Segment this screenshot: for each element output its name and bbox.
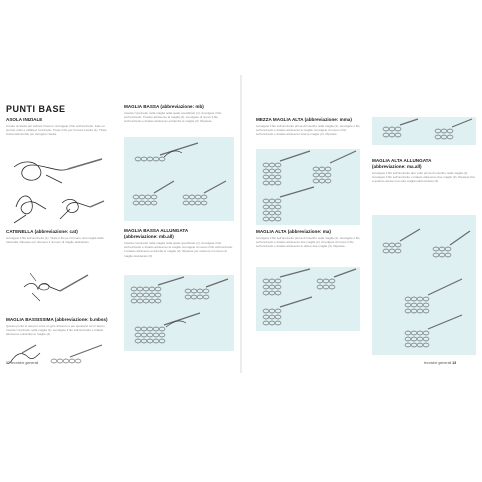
alta-allungata-subheading: (abbreviazione: ma.all): [372, 164, 422, 169]
mezza-alta-figure-extra: [372, 117, 476, 145]
asola-illustration: [6, 153, 110, 225]
mezza-alta-text: Avvolgete il filo sull'uncinetto prima di inserirlo nella maglia (1). Avvolgete il filo sull'uncinetto e tiratelo attraverso la maglia. Avvolgete di nuovo il filo sull'uncinetto e tiratelo attraverso tutte le maglie (2). Ripetete.: [256, 124, 360, 137]
alta-allungata-heading: MAGLIA ALTA ALLUNGATA: [372, 158, 432, 163]
footer-label: tecniche generali: [424, 361, 452, 365]
left-footer: [6, 361, 38, 365]
maglia-bassa-heading: MAGLIA BASSA (abbreviazione: mb): [124, 104, 204, 109]
section-title: PUNTI BASE: [6, 104, 66, 114]
catenella-illustration: [6, 253, 110, 315]
alta-allungata-figure: [372, 215, 476, 355]
page-number: 13: [452, 361, 457, 365]
catenella-text: Avvolgete il filo sull'uncinetto (1). Tirate il filo per formare una maglia della catenella. Ripetete per ottenere il numero di maglie desiderato.: [6, 236, 104, 245]
bassa-allungata-heading: MAGLIA BASSA ALLUNGATA: [124, 228, 189, 233]
alta-heading: MAGLIA ALTA (abbreviazione: ma): [256, 229, 331, 234]
bassa-allungata-subheading: (abbreviazione: mb.all): [124, 234, 174, 239]
mezza-alta-heading: MEZZA MAGLIA ALTA (abbreviazione: mma): [256, 117, 352, 122]
bassissima-text: Questo punto si usa per unire un giro al lavoro o per spostarvi con il lavoro. Inserite l'uncinetto nella maglia (1). Avvolgete il filo sull'uncinetto e tiratelo attraverso entrambe le maglie (2).: [6, 324, 106, 337]
alta-figure: [256, 267, 360, 331]
alta-allungata-text: Avvolgete il filo sull'uncinetto due volte prima di inserirlo nella maglia (1). Avvolgete il filo sull'uncinetto e tiratelo attraverso due maglie (2). Ripetete fino a quando avrete una sola maglia sull'uncinetto (3).: [372, 171, 476, 184]
maglia-bassa-text: Inserite l'uncinetto nella maglia nella quale specificato (1). Avvolgete il filo sull'uncinetto. Tiratelo attraverso la maglia (2). Avvolgete di nuovo il filo sull'uncinetto e tiratelo attraverso entrambe le maglie (3). Ripetete.: [124, 111, 222, 124]
left-page: [2, 75, 240, 373]
page-number: 12: [6, 361, 10, 365]
bassa-allungata-figure: [124, 275, 234, 351]
maglia-bassa-figure: [124, 137, 234, 221]
right-footer: [424, 361, 456, 365]
book-spread: [0, 75, 482, 373]
alta-text: Avvolgete il filo sull'uncinetto prima di inserirlo nella maglia (1). Avvolgete il filo sull'uncinetto e tiratelo attraverso due maglie (2). Avvolgete di nuovo il filo sull'uncinetto e tiratelo attraverso le ultime due maglie (3). Ripetete.: [256, 236, 360, 249]
catenella-heading: CATENELLA (abbreviazione: cat): [6, 229, 78, 234]
right-page: [242, 75, 480, 373]
mezza-alta-figure: [256, 149, 360, 225]
bassissima-heading: MAGLIA BASSISSIMA (abbreviazione: b.mbss): [6, 317, 108, 322]
footer-label: tecniche generali: [11, 361, 39, 365]
asola-heading: ASOLA INIZIALE: [6, 117, 43, 122]
bassa-allungata-text: Inserite l'uncinetto nella maglia nella quale specificato (1). Avvolgete il filo sull'uncinetto e tiratelo attraverso la maglia. Avvolgete di nuovo il filo sull'uncinetto e tiratelo attraverso entrambe le maglie (2). Ripetete per ottenere il numero di maglie desiderato (3).: [124, 241, 233, 258]
asola-text: Create un'asola per iniziare il lavoro. Avvolgete il filo sull'uncinetto. Fate un piccolo nodo e infilatevi l'uncinetto. Tirate il filo per formare l'asola (1). Tirate l'estremità del filo per stringere l'asola.: [6, 124, 107, 137]
